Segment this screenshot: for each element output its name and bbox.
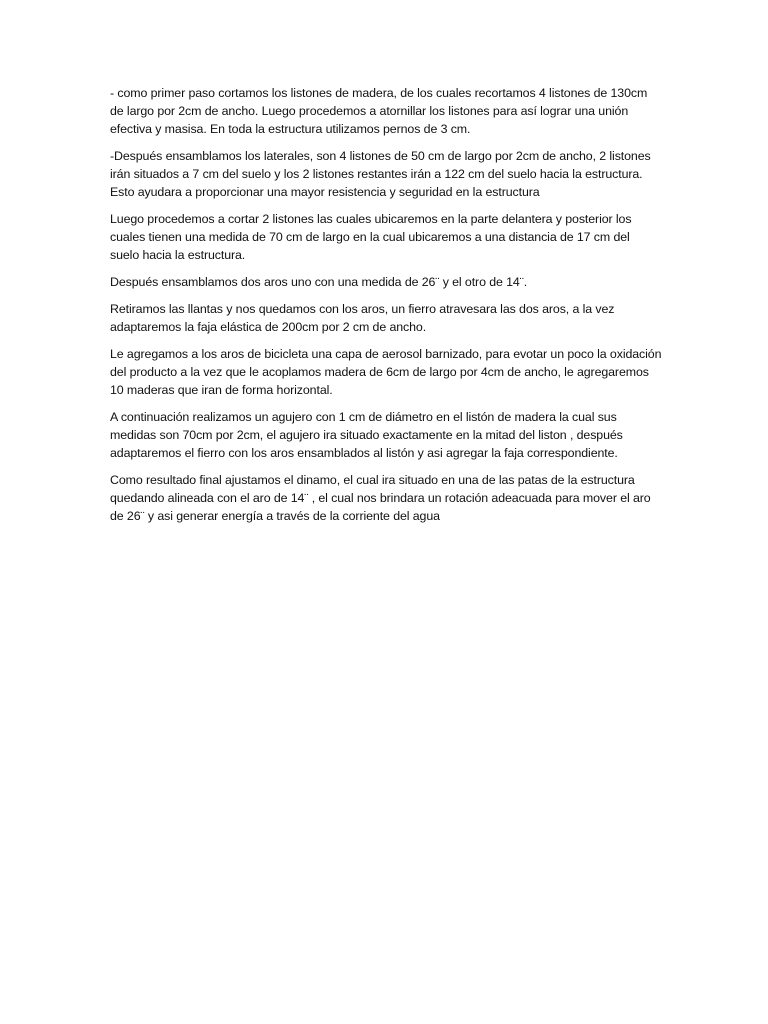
paragraph-5: Retiramos las llantas y nos quedamos con los aros, un fierro atravesara las dos aros, a la vez adaptaremos la faja elástica de 200cm por 2 cm de ancho. (110, 302, 615, 334)
paragraph-1: - como primer paso cortamos los listones de madera, de los cuales recortamos 4 listones de 130cm de largo por 2cm de ancho. Luego procedemos a atornillar los listones para así lograr una unión efectiva y masisa. En toda la estructura utilizamos pernos de 3 cm. (110, 86, 648, 136)
paragraph-4: Después ensamblamos dos aros uno con una medida de 26¨ y el otro de 14¨. (110, 275, 528, 289)
paragraph-6: Le agregamos a los aros de bicicleta una capa de aerosol barnizado, para evotar un poco la oxidación del producto a la vez que le acoplamos madera de 6cm de largo por 4cm de ancho, le agregaremos 10 maderas que iran de forma horizontal. (110, 347, 662, 397)
paragraph-7: A continuación realizamos un agujero con 1 cm de diámetro en el listón de madera la cual sus medidas son 70cm por 2cm, el agujero ira situado exactamente en la mitad del liston , después adaptaremos el fierro con los aros ensamblados al listón y asi agregar la faja correspondiente. (110, 410, 623, 460)
paragraph-2: -Después ensamblamos los laterales, son 4 listones de 50 cm de largo por 2cm de ancho, 2 listones irán situados a 7 cm del suelo y los 2 listones restantes irán a 122 cm del suelo hacia la estructura. Esto ayudara a proporcionar una mayor resistencia y seguridad en la estructura (110, 149, 651, 199)
paragraph-3: Luego procedemos a cortar 2 listones las cuales ubicaremos en la parte delantera y posterior los cuales tienen una medida de 70 cm de largo en la cual ubicaremos a una distancia de 17 cm del suelo hacia la estructura. (110, 212, 632, 262)
document-body (110, 84, 662, 534)
paragraph-8: Como resultado final ajustamos el dinamo, el cual ira situado en una de las patas de la estructura quedando alineada con el aro de 14¨ , el cual nos brindara un rotación adeacuada para mover el aro de 26¨ y asi generar energía a través de la corriente del agua (110, 473, 651, 523)
